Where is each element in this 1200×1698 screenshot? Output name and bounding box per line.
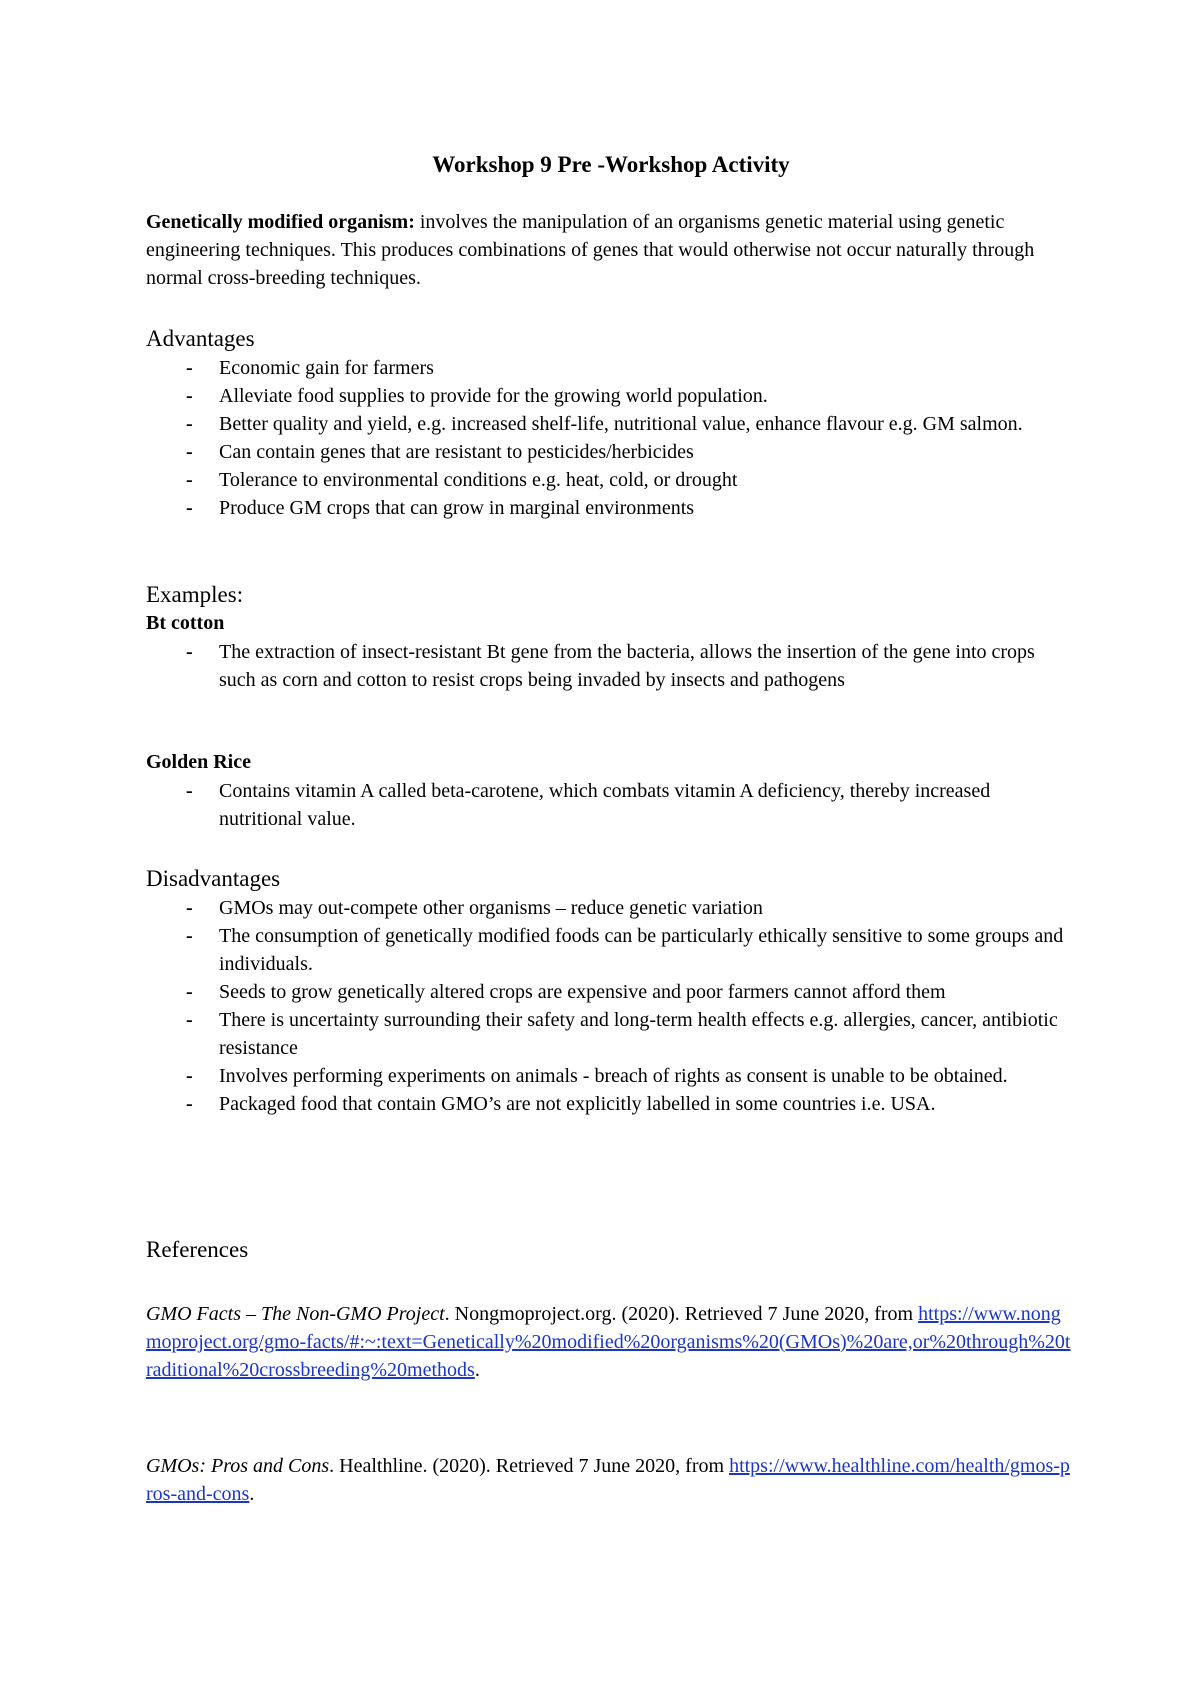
dash-bullet: - (186, 413, 193, 435)
list-item: - Seeds to grow genetically altered crops are expensive and poor farmers cannot afford them (146, 978, 1076, 1006)
page-title: Workshop 9 Pre -Workshop Activity (432, 152, 790, 177)
disadvantages-list (146, 894, 1076, 1118)
intro-definition: involves the manipulation of an organisms genetic material using genetic engineering techniques. This produces combinations of genes that would otherwise not occur naturally through normal cross-breeding techniques. (146, 211, 1035, 289)
dash-bullet: - (186, 385, 193, 407)
list-item: - Economic gain for farmers (146, 354, 1076, 382)
examples-heading: Examples: (146, 582, 244, 607)
reference-link[interactable]: https://www.healthline.com/health/gmos-pros-and-cons (146, 1455, 1070, 1505)
golden-rice-list (146, 777, 1076, 833)
reference-link[interactable]: https://www.nongmoproject.org/gmo-facts/#:~:text=Genetically%20modified%20organisms%20(GMOs)%20are,or%20through%20traditional%20crossbreeding%20methods (146, 1303, 1071, 1381)
list-item: - The extraction of insect-resistant Bt gene from the bacteria, allows the insertion of the gene into crops such as corn and cotton to resist crops being invaded by insects and pathogens (146, 638, 1076, 694)
list-item: - Produce GM crops that can grow in marginal environments (146, 494, 1076, 522)
reference-entry-1: GMO Facts – The Non-GMO Project. Nongmoproject.org. (2020). Retrieved 7 June 2020, from https://www.nongmoproject.org/gmo-facts/#:~:text=Genetically%20modified%20organisms%20(GMOs)%20are,or%20through%20traditional%20crossbreeding%20methods. (146, 1303, 1071, 1381)
dash-bullet: - (186, 1009, 193, 1031)
dash-bullet: - (186, 441, 193, 463)
dash-bullet: - (186, 1093, 193, 1115)
intro-paragraph (146, 208, 1076, 292)
list-item: - Tolerance to environmental conditions e.g. heat, cold, or drought (146, 466, 1076, 494)
dash-bullet: - (186, 357, 193, 379)
dash-bullet: - (186, 897, 193, 919)
list-item: - Can contain genes that are resistant to pesticides/herbicides (146, 438, 1076, 466)
list-item: - Contains vitamin A called beta-carotene, which combats vitamin A deficiency, thereby increased nutritional value. (146, 777, 1076, 833)
dash-bullet: - (186, 925, 193, 947)
advantages-list (146, 354, 1076, 522)
bt-cotton-heading: Bt cotton (146, 612, 225, 634)
intro-term: Genetically modified organism: (146, 211, 415, 233)
dash-bullet: - (186, 497, 193, 519)
list-item: - The consumption of genetically modified foods can be particularly ethically sensitive to some groups and individuals. (146, 922, 1076, 978)
dash-bullet: - (186, 469, 193, 491)
list-item: - Better quality and yield, e.g. increased shelf-life, nutritional value, enhance flavour e.g. GM salmon. (146, 410, 1076, 438)
advantages-heading: Advantages (146, 326, 255, 351)
dash-bullet: - (186, 780, 193, 802)
reference-entry-2: GMOs: Pros and Cons. Healthline. (2020). Retrieved 7 June 2020, from https://www.healthline.com/health/gmos-pros-and-cons. (146, 1455, 1070, 1505)
list-item: - GMOs may out-compete other organisms – reduce genetic variation (146, 894, 1076, 922)
golden-rice-heading: Golden Rice (146, 751, 251, 773)
disadvantages-heading: Disadvantages (146, 866, 281, 891)
list-item: - Packaged food that contain GMO’s are not explicitly labelled in some countries i.e. USA. (146, 1090, 1076, 1118)
reference-title: GMOs: Pros and Cons (146, 1455, 330, 1477)
list-item: - Involves performing experiments on animals - breach of rights as consent is unable to be obtained. (146, 1062, 1076, 1090)
references-heading: References (146, 1237, 249, 1262)
list-item: - Alleviate food supplies to provide for the growing world population. (146, 382, 1076, 410)
dash-bullet: - (186, 1065, 193, 1087)
dash-bullet: - (186, 641, 193, 663)
bt-cotton-list (146, 638, 1076, 694)
list-item: - There is uncertainty surrounding their safety and long-term health effects e.g. allergies, cancer, antibiotic resistance (146, 1006, 1076, 1062)
reference-title: GMO Facts – The Non-GMO Project (146, 1303, 445, 1325)
dash-bullet: - (186, 981, 193, 1003)
